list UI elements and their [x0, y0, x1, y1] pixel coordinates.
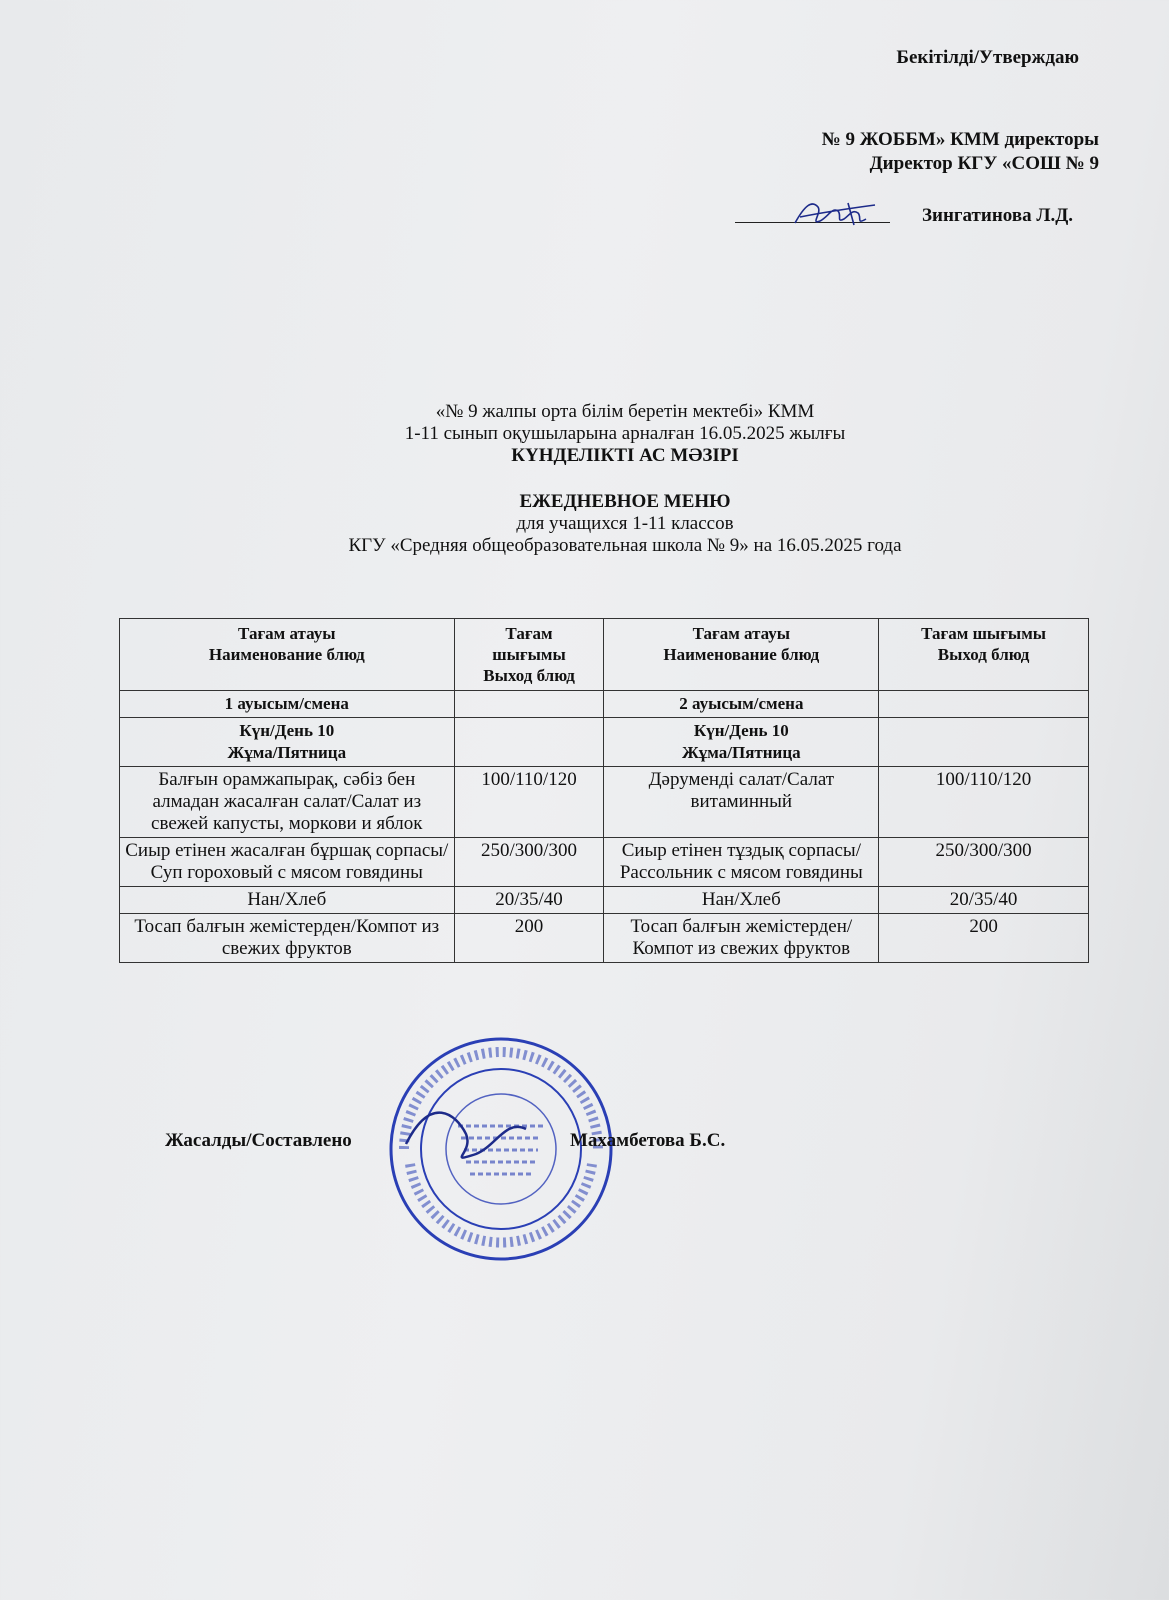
day-2: Күн/День 10 Жұма/Пятница: [604, 718, 879, 767]
table-row: [120, 887, 1089, 914]
yield-2: 200: [879, 914, 1089, 963]
dish-1: Балғын орамжапырақ, сәбіз бен алмадан жасалған салат/Салат из свежей капусты, моркови и яблок: [120, 767, 455, 838]
yield-2: 20/35/40: [879, 887, 1089, 914]
day-1: Күн/День 10 Жұма/Пятница: [120, 718, 455, 767]
dish-2: Сиыр етінен тұздық сорпасы/Рассольник с мясом говядины: [604, 838, 879, 887]
students-kk: 1-11 сынып оқушыларына арналған 16.05.2025 жылғы: [404, 423, 846, 444]
menu-title-kk: КҮНДЕЛІКТІ АС МӘЗІРІ: [511, 445, 739, 466]
header-yield-1: Тағам шығымы Выход блюд: [454, 619, 604, 691]
yield-1: 250/300/300: [454, 838, 604, 887]
shift-2: 2 ауысым/смена: [604, 691, 879, 718]
yield-1: 100/110/120: [454, 767, 604, 838]
dish-1: Тосап балғын жемістерден/Компот из свежих фруктов: [120, 914, 455, 963]
menu-title-ru: ЕЖЕДНЕВНОЕ МЕНЮ: [519, 491, 731, 512]
dish-1: Нан/Хлеб: [120, 887, 455, 914]
dish-2: Тосап балғын жемістерден/Компот из свежих фруктов: [604, 914, 879, 963]
director-name: Зингатинова Л.Д.: [922, 205, 1074, 226]
approval-block: [699, 46, 1099, 186]
compiled-label: Жасалды/Составлено: [165, 1130, 352, 1151]
document-title: [0, 401, 1169, 557]
school-name-kk: «№ 9 жалпы орта білім беретін мектебі» КММ: [435, 401, 815, 422]
yield-1: 20/35/40: [454, 887, 604, 914]
yield-2: 100/110/120: [879, 767, 1089, 838]
table-row: [120, 838, 1089, 887]
day-row: [120, 718, 1089, 767]
director-ru: Директор КГУ «СОШ № 9: [869, 153, 1099, 174]
yield-1: 200: [454, 914, 604, 963]
shift-1: 1 ауысым/смена: [120, 691, 455, 718]
approved-label: Бекітілді/Утверждаю: [896, 47, 1079, 68]
table-row: [120, 767, 1089, 838]
dish-1: Сиыр етінен жасалған бұршақ сорпасы/Суп гороховый с мясом говядины: [120, 838, 455, 887]
menu-table: [119, 618, 1089, 963]
header-yield-2: Тағам шығымы Выход блюд: [879, 619, 1089, 691]
yield-2: 250/300/300: [879, 838, 1089, 887]
school-name-ru: КГУ «Средняя общеобразовательная школа № 9» на 16.05.2025 года: [348, 535, 902, 556]
students-ru: для учащихся 1-11 классов: [516, 513, 734, 534]
director-kk: № 9 ЖОББМ» КММ директоры: [821, 129, 1099, 150]
compiled-name: Махамбетова Б.С.: [570, 1130, 726, 1151]
dish-2: Дәруменді салат/Салат витаминный: [604, 767, 879, 838]
table-row: [120, 914, 1089, 963]
shift-row: [120, 691, 1089, 718]
header-dish-1: Тағам атауы Наименование блюд: [120, 619, 455, 691]
director-signature: [790, 195, 880, 233]
table-header-row: [120, 619, 1089, 691]
dish-2: Нан/Хлеб: [604, 887, 879, 914]
header-dish-2: Тағам атауы Наименование блюд: [604, 619, 879, 691]
